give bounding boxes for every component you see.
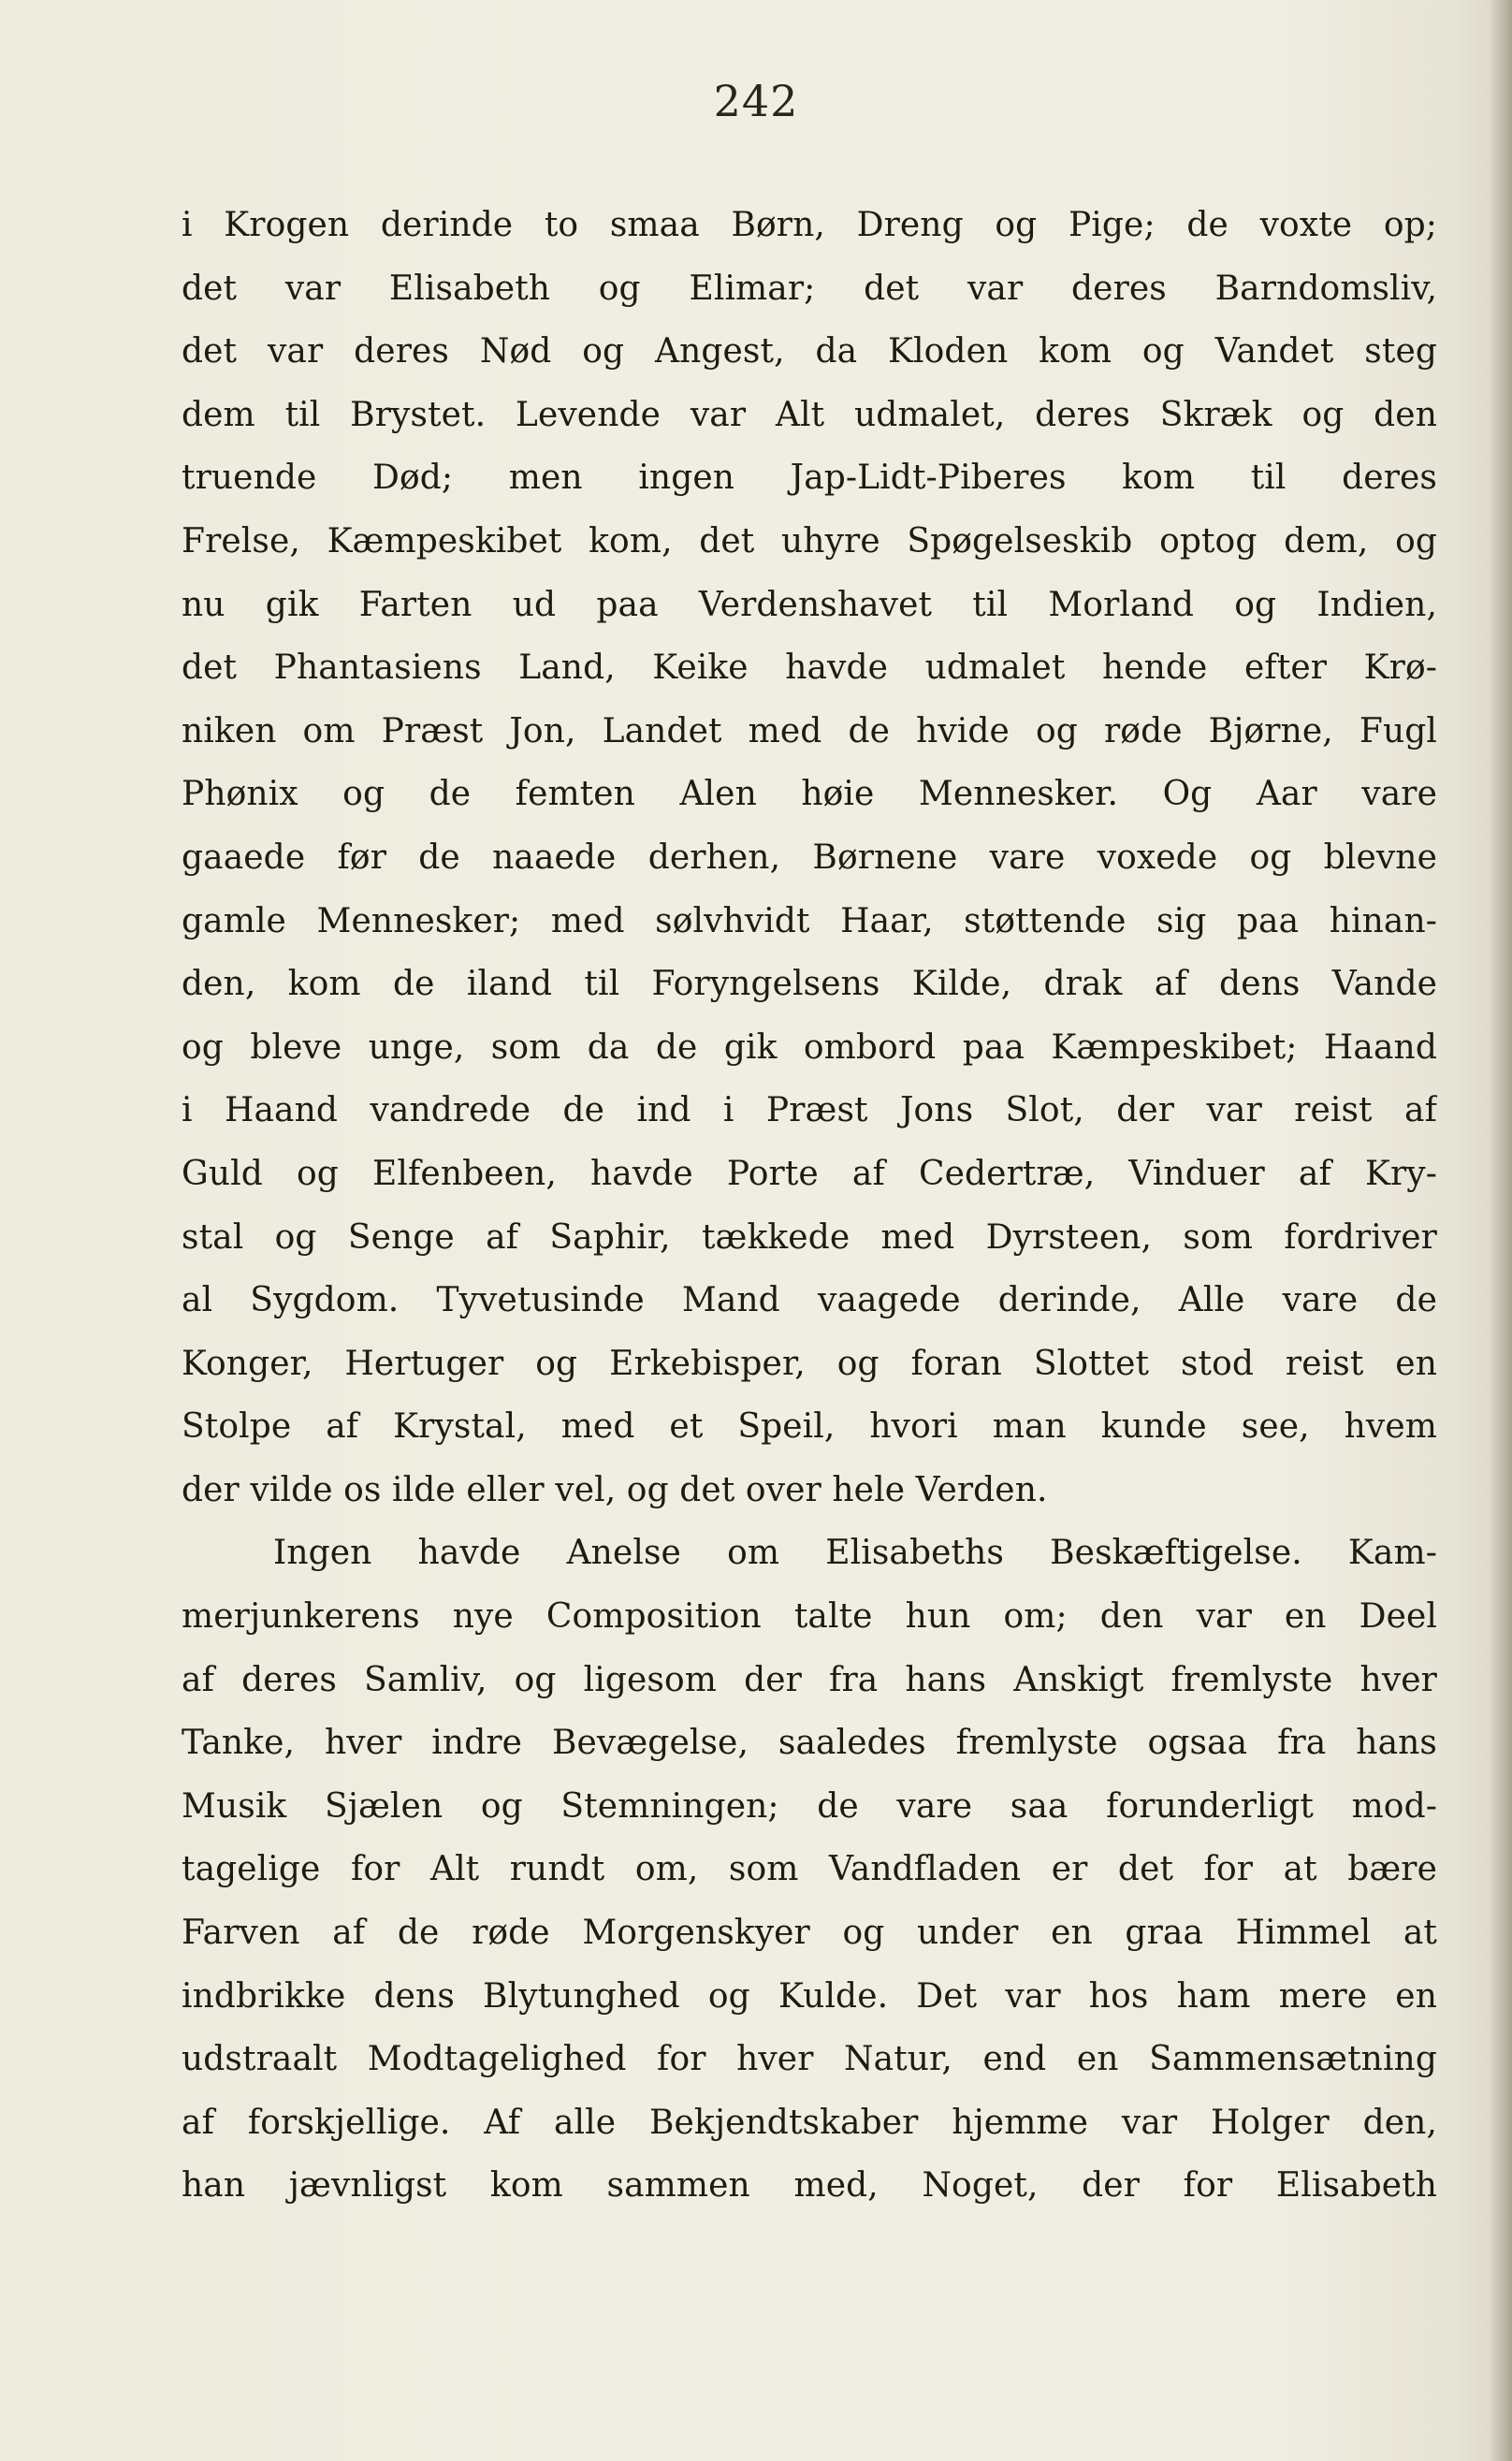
text-line: merjunkerens nye Composition talte hun om; den var en Deel [182, 1597, 1437, 1637]
text-line: af forskjellige. Af alle Bekjendtskaber hjemme var Holger den, [182, 2103, 1437, 2142]
paragraph-end-line: der vilde os ilde eller vel, og det over hele Verden. [182, 1470, 1048, 1509]
text-line: nu gik Farten ud paa Verdenshavet til Morland og Indien, [182, 585, 1437, 624]
text-line: Musik Sjælen og Stemningen; de vare saa forunderligt mod- [182, 1786, 1437, 1826]
text-line: gamle Mennesker; med sølvhvidt Haar, støttende sig paa hinan- [182, 901, 1437, 940]
text-line: af deres Samliv, og ligesom der fra hans Anskigt fremlyste hver [182, 1660, 1437, 1699]
text-line: i Krogen derinde to smaa Børn, Dreng og Pige; de voxte op; [182, 206, 1437, 244]
text-line: stal og Senge af Saphir, tækkede med Dyrsteen, som fordriver [182, 1217, 1437, 1257]
page-edge-shadow [1491, 0, 1512, 2461]
text-line: Phønix og de femten Alen høie Mennesker. Og Aar vare [182, 775, 1437, 814]
text-line: den, kom de iland til Foryngelsens Kilde, drak af dens Vande [182, 965, 1437, 1004]
page-number: 242 [713, 76, 799, 126]
paragraph-start-line: Ingen havde Anelse om Elisabeths Beskæftigelse. Kam- [273, 1534, 1437, 1573]
text-line: udstraalt Modtagelighed for hver Natur, end en Sammensætning [182, 2040, 1437, 2079]
text-line: Stolpe af Krystal, med et Speil, hvori man kunde see, hvem [182, 1407, 1437, 1447]
text-line: indbrikke dens Blytunghed og Kulde. Det var hos ham mere en [182, 1976, 1437, 2016]
text-line: Farven af de røde Morgenskyer og under en graa Himmel at [182, 1914, 1437, 1953]
text-line: Frelse, Kæmpeskibet kom, det uhyre Spøgelseskib optog dem, og [182, 521, 1437, 561]
text-line: niken om Præst Jon, Landet med de hvide og røde Bjørne, Fugl [182, 711, 1437, 750]
text-line: gaaede før de naaede derhen, Børnene vare voxede og blevne [182, 837, 1437, 877]
text-line: og bleve unge, som da de gik ombord paa Kæmpeskibet; Haand [182, 1027, 1437, 1067]
text-line: det Phantasiens Land, Keike havde udmalet hende efter Krø- [182, 648, 1437, 688]
text-line: tagelige for Alt rundt om, som Vandfladen er det for at bære [182, 1850, 1437, 1889]
text-line: Guld og Elfenbeen, havde Porte af Cedertræ, Vinduer af Kry- [182, 1154, 1437, 1193]
text-line: han jævnligst kom sammen med, Noget, der for Elisabeth [182, 2166, 1437, 2206]
body-text [182, 194, 1437, 2218]
text-line: truende Død; men ingen Jap-Lidt-Piberes kom til deres [182, 459, 1437, 498]
text-line: al Sygdom. Tyvetusinde Mand vaagede derinde, Alle vare de [182, 1281, 1437, 1320]
text-line: Tanke, hver indre Bevægelse, saaledes fremlyste ogsaa fra hans [182, 1724, 1437, 1763]
text-line: Konger, Hertuger og Erkebisper, og foran Slottet stod reist en [182, 1344, 1437, 1383]
text-line: det var Elisabeth og Elimar; det var deres Barndomsliv, [182, 269, 1437, 308]
text-line: i Haand vandrede de ind i Præst Jons Slot, der var reist af [182, 1091, 1437, 1130]
text-line: det var deres Nød og Angest, da Kloden kom og Vandet steg [182, 332, 1437, 371]
text-line: dem til Brystet. Levende var Alt udmalet, deres Skræk og den [182, 395, 1437, 434]
